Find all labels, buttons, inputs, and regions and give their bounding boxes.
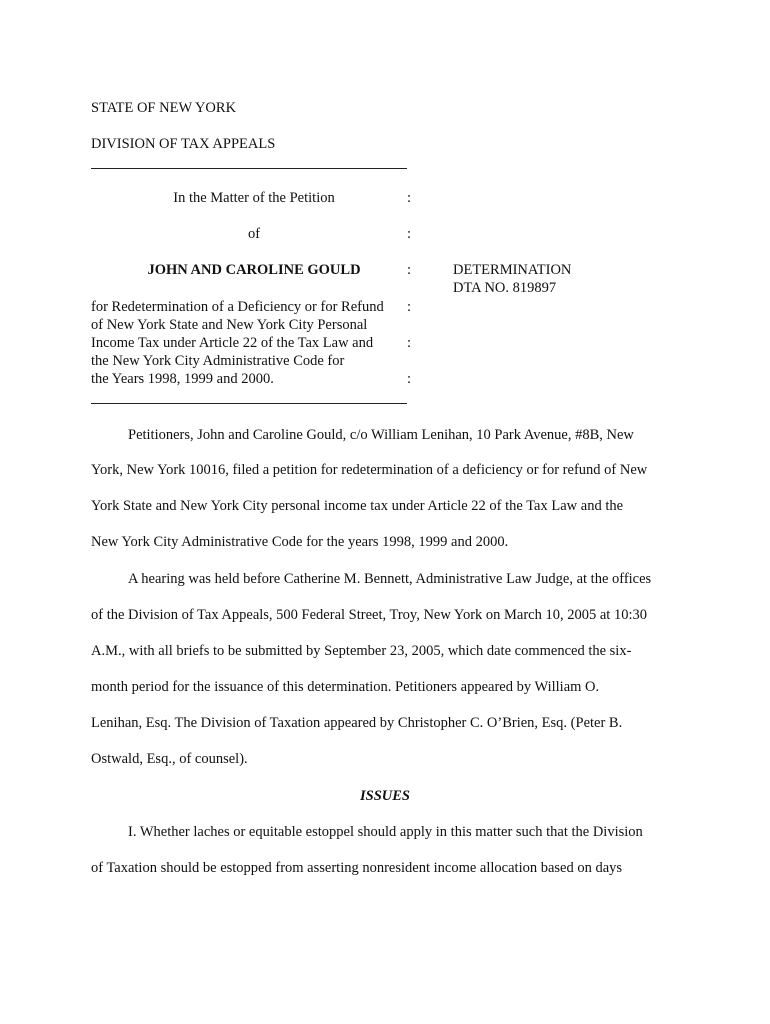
state-heading: STATE OF NEW YORK xyxy=(91,100,237,116)
dta-number: DTA NO. 819897 xyxy=(453,280,557,296)
caption-colon: : xyxy=(407,335,412,351)
paragraph-line: I. Whether laches or equitable estoppel should apply in this matter such that the Division xyxy=(128,824,643,840)
caption-colon: : xyxy=(407,226,412,242)
paragraph-line: York, New York 10016, filed a petition for redetermination of a deficiency or for refund of New xyxy=(91,462,648,478)
paragraph-line: Ostwald, Esq., of counsel). xyxy=(91,751,248,767)
matter-line: In the Matter of the Petition xyxy=(173,190,335,206)
of-line: of xyxy=(247,226,261,242)
paragraph-line: month period for the issuance of this determination. Petitioners appeared by William O. xyxy=(91,679,600,695)
paragraph-line: of Taxation should be estopped from asserting nonresident income allocation based on days xyxy=(91,860,623,876)
caption-bottom-rule xyxy=(91,403,407,404)
paragraph-line: York State and New York City personal income tax under Article 22 of the Tax Law and the xyxy=(91,498,624,514)
caption-description-line: the Years 1998, 1999 and 2000. xyxy=(91,371,274,387)
paragraph-line: New York City Administrative Code for the years 1998, 1999 and 2000. xyxy=(91,534,509,550)
paragraph-line: A.M., with all briefs to be submitted by September 23, 2005, which date commenced the six- xyxy=(91,643,632,659)
division-heading: DIVISION OF TAX APPEALS xyxy=(91,136,276,152)
caption-colon: : xyxy=(407,299,412,315)
paragraph-line: of the Division of Tax Appeals, 500 Federal Street, Troy, New York on March 10, 2005 at 10:30 xyxy=(91,607,647,623)
petitioner-names: JOHN AND CAROLINE GOULD xyxy=(147,262,361,278)
caption-description-line: for Redetermination of a Deficiency or for Refund xyxy=(91,299,384,315)
paragraph-line: Petitioners, John and Caroline Gould, c/o William Lenihan, 10 Park Avenue, #8B, New xyxy=(128,427,634,443)
caption-colon: : xyxy=(407,371,412,387)
issues-heading: ISSUES xyxy=(360,788,410,804)
paragraph-line: Lenihan, Esq. The Division of Taxation appeared by Christopher C. O’Brien, Esq. (Peter B. xyxy=(91,715,623,731)
caption-description-line: of New York State and New York City Personal xyxy=(91,317,368,333)
caption-description-line: the New York City Administrative Code for xyxy=(91,353,345,369)
caption-colon: : xyxy=(407,262,412,278)
determination-label: DETERMINATION xyxy=(453,262,572,278)
caption-top-rule xyxy=(91,168,407,169)
caption-colon: : xyxy=(407,190,412,206)
caption-description-line: Income Tax under Article 22 of the Tax Law and xyxy=(91,335,374,351)
paragraph-line: A hearing was held before Catherine M. Bennett, Administrative Law Judge, at the offices xyxy=(128,571,652,587)
